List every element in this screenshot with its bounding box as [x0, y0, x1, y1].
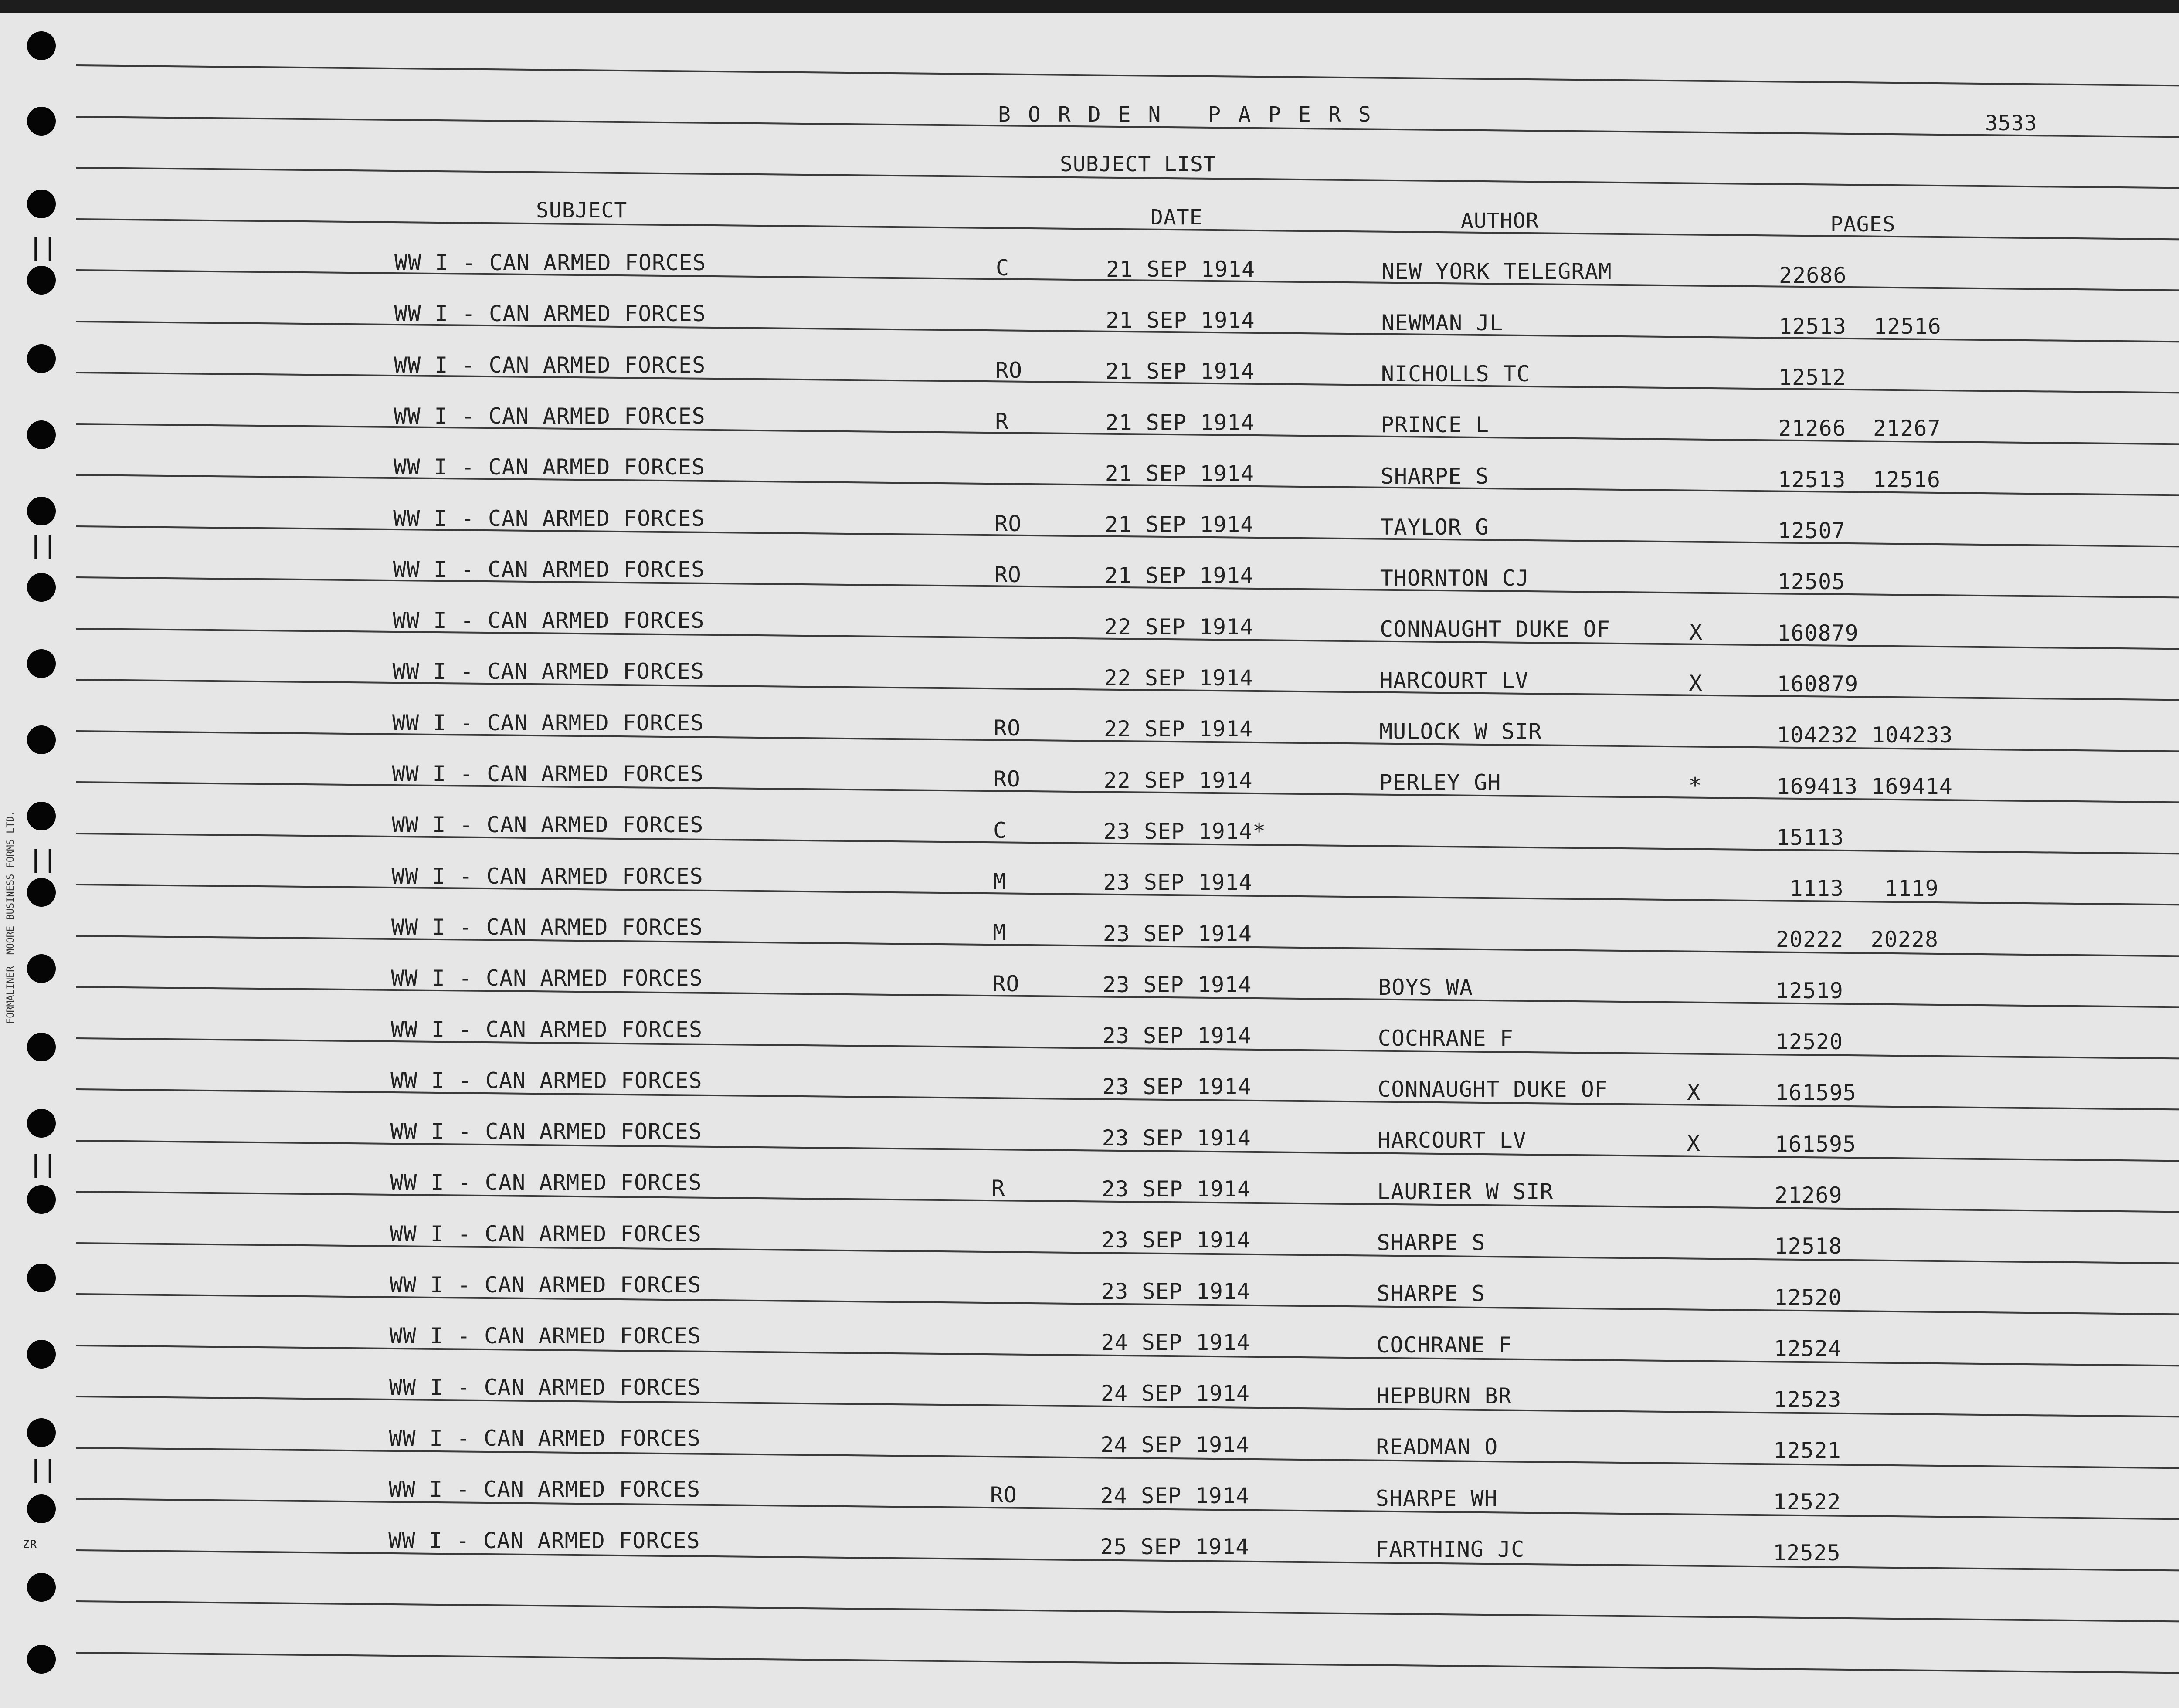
- page-number: 3533: [1985, 111, 2037, 136]
- pages-cell: 12525: [1773, 1540, 1841, 1566]
- subject-cell: WW I - CAN ARMED FORCES: [390, 1017, 703, 1042]
- author-cell: SHARPE WH: [1375, 1485, 1498, 1511]
- date-cell: 23 SEP 1914: [1102, 1074, 1252, 1100]
- ruled-line: [76, 1600, 2179, 1623]
- pages-cell: 161595: [1775, 1131, 1857, 1157]
- code-cell: R: [991, 1175, 1005, 1201]
- code-cell: M: [993, 869, 1007, 895]
- pages-cell: 12507: [1778, 518, 1846, 544]
- pages-cell: 161595: [1775, 1080, 1857, 1106]
- pages-cell: 21269: [1775, 1182, 1843, 1208]
- flag-cell: X: [1689, 671, 1703, 696]
- date-cell: 22 SEP 1914: [1104, 614, 1254, 640]
- pages-cell: 12513 12516: [1778, 467, 1941, 492]
- date-cell: 23 SEP 1914: [1102, 1023, 1252, 1049]
- code-cell: M: [992, 920, 1006, 946]
- author-cell: FARTHING JC: [1375, 1536, 1525, 1562]
- sprocket-hole: [27, 1573, 56, 1602]
- date-cell: 23 SEP 1914: [1103, 972, 1252, 997]
- date-cell: 24 SEP 1914: [1100, 1432, 1250, 1457]
- list-title: SUBJECT LIST: [1060, 152, 1216, 176]
- author-cell: NEWMAN JL: [1381, 310, 1504, 336]
- date-cell: 21 SEP 1914: [1105, 359, 1255, 384]
- author-cell: HARCOURT LV: [1377, 1128, 1527, 1153]
- margin-tick-mark: ||: [29, 1455, 58, 1483]
- pages-cell: 1113 1119: [1776, 876, 1939, 901]
- sprocket-hole: [27, 1033, 56, 1061]
- column-header-author: AUTHOR: [1461, 209, 1539, 233]
- code-cell: RO: [990, 1482, 1018, 1508]
- pages-cell: 12512: [1778, 365, 1846, 390]
- code-cell: RO: [994, 715, 1021, 741]
- sprocket-hole: [27, 1418, 56, 1447]
- subject-cell: WW I - CAN ARMED FORCES: [391, 812, 704, 838]
- margin-tick-mark: ||: [29, 532, 58, 559]
- subject-cell: WW I - CAN ARMED FORCES: [391, 966, 703, 991]
- pages-cell: 160879: [1777, 671, 1859, 697]
- subject-cell: WW I - CAN ARMED FORCES: [392, 659, 704, 685]
- pages-cell: 12513 12516: [1778, 313, 1941, 339]
- subject-cell: WW I - CAN ARMED FORCES: [394, 301, 706, 327]
- code-cell: RO: [992, 971, 1020, 996]
- pages-cell: 169413 169414: [1776, 773, 1953, 799]
- margin-tick-mark: ||: [29, 1150, 58, 1178]
- subject-cell: WW I - CAN ARMED FORCES: [388, 1528, 700, 1553]
- subject-cell: WW I - CAN ARMED FORCES: [392, 710, 704, 735]
- date-cell: 21 SEP 1914: [1104, 563, 1254, 589]
- pages-cell: 12520: [1774, 1284, 1842, 1310]
- pages-cell: 12519: [1775, 978, 1843, 1003]
- document-title: BORDEN PAPERS: [998, 102, 1388, 127]
- subject-cell: WW I - CAN ARMED FORCES: [390, 1068, 703, 1093]
- subject-cell: WW I - CAN ARMED FORCES: [390, 1221, 702, 1247]
- pages-cell: 12522: [1773, 1489, 1841, 1515]
- author-cell: NEW YORK TELEGRAM: [1381, 259, 1612, 285]
- author-cell: CONNAUGHT DUKE OF: [1378, 1077, 1608, 1102]
- author-cell: SHARPE S: [1380, 463, 1489, 489]
- subject-cell: WW I - CAN ARMED FORCES: [392, 761, 704, 786]
- pages-cell: 12520: [1775, 1029, 1843, 1055]
- date-cell: 21 SEP 1914: [1105, 410, 1255, 435]
- sprocket-hole: [27, 1109, 56, 1138]
- flag-cell: *: [1688, 773, 1702, 798]
- date-cell: 24 SEP 1914: [1100, 1381, 1250, 1406]
- pages-cell: 12524: [1774, 1335, 1842, 1361]
- subject-cell: WW I - CAN ARMED FORCES: [390, 1272, 702, 1298]
- code-cell: C: [993, 817, 1007, 843]
- date-cell: 25 SEP 1914: [1100, 1534, 1249, 1560]
- author-cell: MULOCK W SIR: [1379, 719, 1542, 745]
- pages-cell: 12518: [1774, 1234, 1843, 1259]
- margin-tick-mark: ||: [29, 233, 58, 261]
- pages-cell: 15113: [1776, 824, 1844, 850]
- author-cell: SHARPE S: [1377, 1230, 1486, 1256]
- subject-cell: WW I - CAN ARMED FORCES: [393, 556, 705, 582]
- ruled-line: [76, 64, 2179, 87]
- sprocket-hole: [27, 1340, 56, 1369]
- author-cell: SHARPE S: [1377, 1281, 1485, 1307]
- date-cell: 22 SEP 1914: [1104, 665, 1253, 691]
- sprocket-hole: [27, 107, 56, 136]
- date-cell: 23 SEP 1914: [1103, 870, 1252, 895]
- column-header-pages: PAGES: [1830, 212, 1896, 237]
- subject-cell: WW I - CAN ARMED FORCES: [394, 250, 706, 275]
- author-cell: READMAN O: [1376, 1434, 1498, 1460]
- date-cell: 22 SEP 1914: [1104, 716, 1253, 742]
- date-cell: 24 SEP 1914: [1100, 1483, 1249, 1508]
- sprocket-hole: [27, 1645, 56, 1674]
- pages-cell: 104232 104233: [1777, 722, 1953, 748]
- subject-cell: WW I - CAN ARMED FORCES: [389, 1425, 701, 1451]
- date-cell: 21 SEP 1914: [1106, 256, 1256, 282]
- sprocket-hole: [27, 31, 56, 60]
- date-cell: 24 SEP 1914: [1101, 1329, 1250, 1355]
- code-cell: R: [995, 409, 1009, 434]
- margin-tick-mark: ||: [29, 845, 58, 873]
- author-cell: HEPBURN BR: [1376, 1383, 1512, 1409]
- date-cell: 23 SEP 1914*: [1103, 818, 1266, 844]
- subject-cell: WW I - CAN ARMED FORCES: [391, 863, 703, 889]
- sprocket-hole: [27, 497, 56, 525]
- printer-imprint: FORMALINER MOORE BUSINESS FORMS LTD.: [5, 810, 16, 1024]
- date-cell: 21 SEP 1914: [1106, 307, 1255, 333]
- author-cell: COCHRANE F: [1378, 1025, 1514, 1051]
- subject-cell: WW I - CAN ARMED FORCES: [393, 454, 706, 480]
- author-cell: PERLEY GH: [1379, 770, 1501, 796]
- date-cell: 23 SEP 1914: [1101, 1227, 1251, 1253]
- subject-cell: WW I - CAN ARMED FORCES: [390, 1170, 702, 1196]
- sprocket-hole: [27, 573, 56, 602]
- subject-cell: WW I - CAN ARMED FORCES: [389, 1323, 701, 1349]
- code-cell: RO: [995, 358, 1023, 383]
- sprocket-hole: [27, 954, 56, 983]
- flag-cell: X: [1687, 1130, 1700, 1156]
- author-cell: HARCOURT LV: [1379, 668, 1529, 693]
- column-header-subject: SUBJECT: [536, 198, 628, 223]
- date-cell: 23 SEP 1914: [1102, 1125, 1251, 1151]
- sprocket-hole: [27, 1494, 56, 1523]
- sprocket-hole: [27, 878, 56, 907]
- author-cell: BOYS WA: [1378, 974, 1473, 1000]
- author-cell: TAYLOR G: [1380, 514, 1489, 540]
- author-cell: PRINCE L: [1381, 412, 1490, 438]
- pages-cell: 160879: [1777, 620, 1859, 646]
- subject-cell: WW I - CAN ARMED FORCES: [388, 1477, 701, 1502]
- sprocket-hole: [27, 1264, 56, 1292]
- column-header-date: DATE: [1151, 205, 1203, 230]
- code-cell: RO: [993, 766, 1021, 792]
- corner-code: ZR: [23, 1538, 37, 1551]
- code-cell: RO: [994, 562, 1022, 588]
- sprocket-hole: [27, 344, 56, 373]
- code-cell: C: [996, 255, 1010, 281]
- date-cell: 21 SEP 1914: [1105, 512, 1254, 538]
- code-cell: RO: [994, 511, 1022, 536]
- sprocket-hole: [27, 190, 56, 218]
- author-cell: CONNAUGHT DUKE OF: [1380, 617, 1610, 642]
- subject-cell: WW I - CAN ARMED FORCES: [390, 1119, 702, 1145]
- subject-cell: WW I - CAN ARMED FORCES: [394, 352, 706, 378]
- author-cell: THORNTON CJ: [1380, 566, 1529, 591]
- author-cell: NICHOLLS TC: [1381, 361, 1531, 386]
- sprocket-hole: [27, 802, 56, 830]
- date-cell: 22 SEP 1914: [1103, 767, 1253, 793]
- pages-cell: 21266 21267: [1778, 416, 1941, 441]
- author-cell: COCHRANE F: [1376, 1332, 1512, 1358]
- flag-cell: X: [1689, 619, 1703, 645]
- subject-cell: WW I - CAN ARMED FORCES: [393, 608, 705, 634]
- author-cell: LAURIER W SIR: [1377, 1179, 1554, 1204]
- date-cell: 23 SEP 1914: [1101, 1278, 1251, 1304]
- sprocket-hole: [27, 725, 56, 754]
- date-cell: 23 SEP 1914: [1102, 1176, 1251, 1202]
- subject-cell: WW I - CAN ARMED FORCES: [394, 403, 706, 429]
- sprocket-hole: [27, 266, 56, 295]
- date-cell: 23 SEP 1914: [1103, 921, 1252, 946]
- pages-cell: 12521: [1773, 1438, 1841, 1464]
- pages-cell: 12523: [1773, 1387, 1842, 1413]
- sprocket-hole: [27, 649, 56, 678]
- subject-cell: WW I - CAN ARMED FORCES: [391, 914, 703, 940]
- subject-cell: WW I - CAN ARMED FORCES: [393, 505, 705, 531]
- pages-cell: 22686: [1779, 262, 1847, 288]
- sprocket-hole: [27, 420, 56, 449]
- pages-cell: 20222 20228: [1775, 927, 1939, 952]
- subject-cell: WW I - CAN ARMED FORCES: [389, 1374, 701, 1400]
- ruled-line: [76, 1652, 2179, 1674]
- sprocket-hole: [27, 1185, 56, 1214]
- pages-cell: 12505: [1777, 569, 1846, 595]
- flag-cell: X: [1687, 1079, 1701, 1105]
- date-cell: 21 SEP 1914: [1105, 461, 1254, 486]
